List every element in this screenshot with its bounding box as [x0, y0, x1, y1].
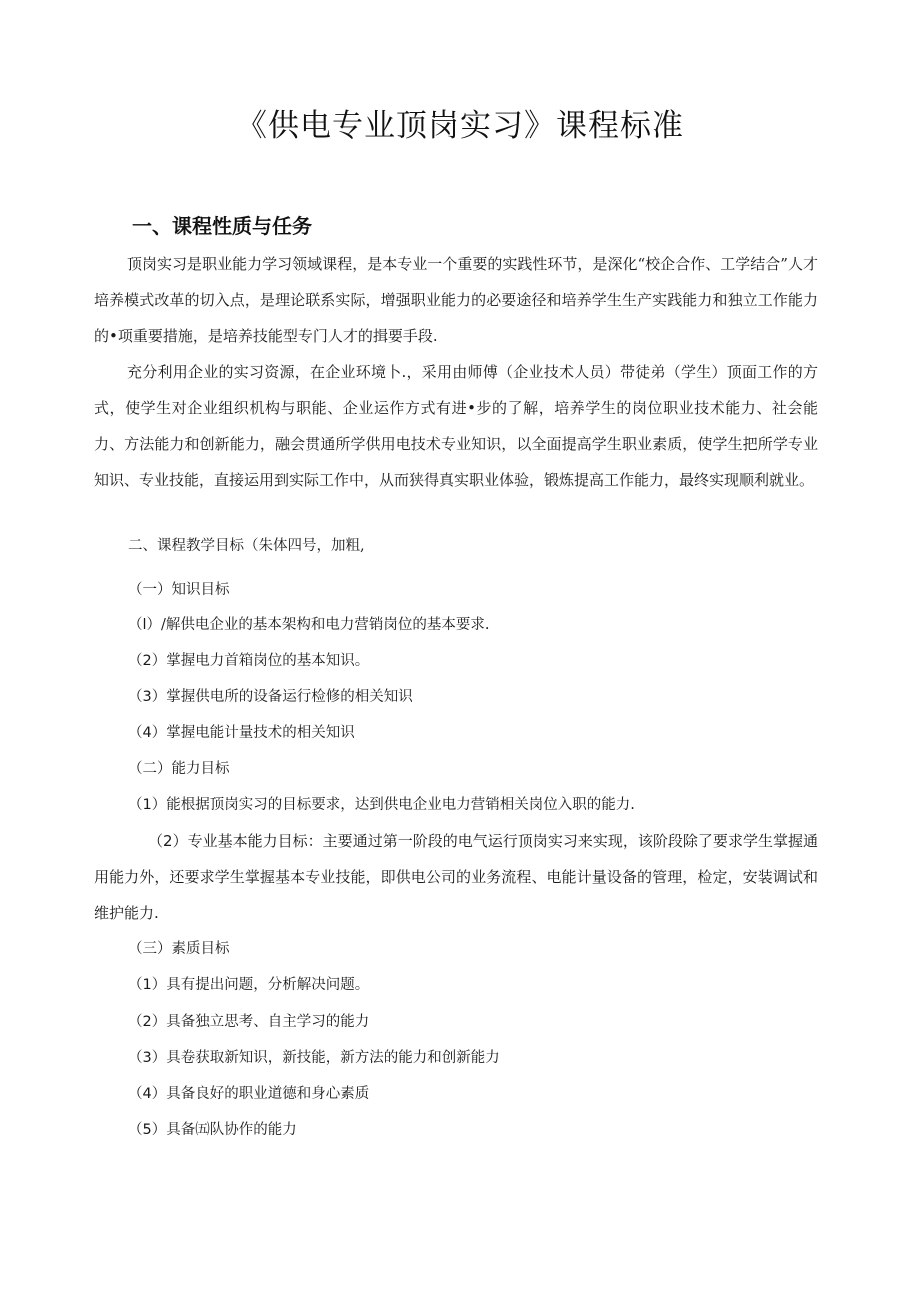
list-item [128, 1118, 297, 1142]
list-item-text: 具有提出问题，分析解决问题。 [166, 977, 370, 993]
subheading-ability-goals: （二）能力目标 [128, 761, 230, 777]
list-item-number: （2） [148, 832, 188, 850]
list-item-number: （3） [128, 689, 167, 705]
subheading-knowledge-goals: （一）知识目标 [128, 582, 230, 598]
list-item-number: （1） [128, 797, 167, 813]
list-item [128, 973, 369, 997]
list-item-number: （2） [128, 653, 167, 669]
list-item-text: 专业基本能力目标：主要通过第一阶段的电气运行顶岗实习来实现，该阶段除了要求学生掌握通用能力外，还要求学生掌握基本专业技能，即供电公司的业务流程、电能计量设备的管理，检定，安装调试和维护能力. [94, 832, 818, 922]
list-item [128, 649, 369, 673]
list-item-text: 能根据顶岗实习的目标要求，达到供电企业电力营销相关岗位入职的能力. [166, 797, 635, 813]
list-item-number: （4） [128, 725, 167, 741]
list-item-text: 具备良好的职业道德和身心素质 [166, 1086, 370, 1102]
paragraph-internship-nature: 顶岗实习是职业能力学习领域课程，是本专业一个重要的实践性环节，是深化“校企合作、工学结合”人才培养模式改革的切入点，是理论联系实际，增强职业能力的必要途径和培养学生生产实践能力和独立工作能力的•项重要措施，是培养技能型专门人才的揖要手段. [94, 255, 818, 345]
paragraph-internship-method: 充分利用企业的实习资源，在企业环境卜.，采用由师傅（企业技术人员）带徒弟（学生）顶面工作的方式，使学生对企业组织机构与职能、企业运作方式有进•步的了解，培养学生的岗位职业技术能力、社会能力、方法能力和创新能力，融会贯通所学供用电技术专业知识，以全面提高学生职业素质，使学生把所学专业知识、专业技能，直接运用到实际工作中，从而狭得真实职业体验，锻炼提高工作能力，最终实现顺利就业。 [94, 363, 818, 489]
list-item-number: （4） [128, 1086, 167, 1102]
list-item-text: 具卷获取新知识，新技能，新方法的能力和创新能力 [166, 1050, 500, 1066]
list-item-number: （1） [128, 977, 167, 993]
section-heading-teaching-goals: 二、课程教学目标（朱体四号，加粗, [128, 538, 365, 554]
document-title: 《供电专业顶岗实习》课程标准 [236, 108, 684, 144]
list-item [128, 721, 355, 745]
list-item [128, 1010, 369, 1034]
list-item [128, 685, 413, 709]
list-item-number: （3） [128, 1050, 167, 1066]
list-item [128, 1046, 500, 1070]
list-item-number: （l） [128, 617, 162, 633]
list-item-text: 掌握电力首箱岗位的基本知识。 [166, 653, 370, 669]
subheading-number: （三） [128, 941, 172, 957]
subheading-text: 素质目标 [171, 941, 230, 957]
subheading-quality-goals [128, 937, 230, 961]
list-item-number: （5） [128, 1122, 167, 1138]
list-item-text: 掌握电能计量技术的相关知识 [166, 725, 355, 741]
list-item-text: 掌握供电所的设备运行检修的相关知识 [166, 689, 413, 705]
list-item-text: 具备独立思考、自主学习的能力 [166, 1014, 370, 1030]
list-item [128, 1082, 369, 1106]
list-item-text: /解供电企业的基本架构和电力营销岗位的基本要求. [161, 617, 490, 633]
list-item-number: （2） [128, 1014, 167, 1030]
list-item [128, 613, 490, 637]
list-item [128, 793, 635, 817]
list-item-text: 具备㈤队协作的能力 [166, 1122, 297, 1138]
section-heading-nature-and-tasks: 一、课程性质与任务 [132, 214, 312, 238]
list-item-wrapped [94, 823, 818, 931]
